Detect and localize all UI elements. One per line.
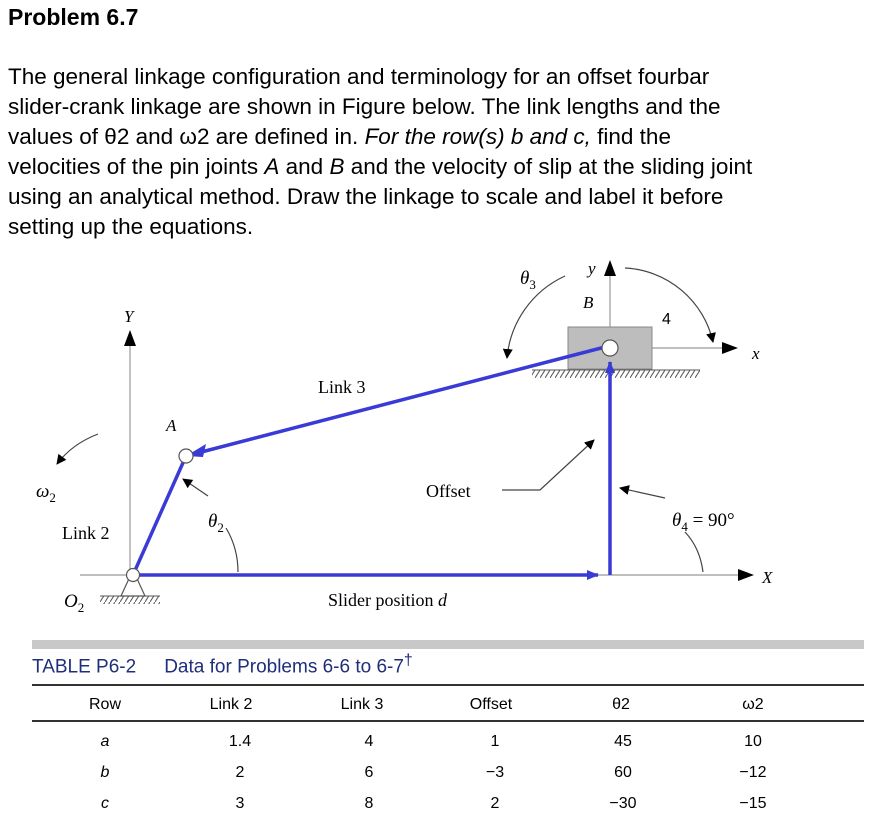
table-cell-c-link2: 3 [235,795,245,812]
table-cell-row-c: c [101,795,109,812]
global-y-arrow-icon [124,330,136,346]
problem-heading: Problem 6.7 [8,4,139,30]
table-header-link2: Link 2 [209,696,253,713]
table-cell-c-offset: 2 [490,795,500,812]
label-link2: Link 2 [62,523,110,543]
problem-line-1: The general linkage configuration and terminology for an offset fourbar [8,64,710,89]
label-y: y [588,259,596,278]
theta2-leader [183,479,208,496]
table-header-theta2: θ2 [612,696,630,713]
pin-o2 [127,569,140,582]
problem-line-4: velocities of the pin joints A and B and the velocity of slip at the sliding joint [8,154,753,179]
link-3 [186,347,605,456]
table-header-omega2: ω2 [742,696,764,713]
table-cell-a-offset: 1 [490,733,500,750]
table-cell-a-link2: 1.4 [228,733,252,750]
table-header-bottom-rule [32,720,864,722]
o2-ground-hatch [100,596,160,604]
label-omega2: $\omega_2$ [36,481,56,505]
label-B: B [583,293,594,312]
offset-leader [502,440,594,490]
problem-statement [8,62,880,242]
label-theta2: $\theta_2$ [208,511,224,535]
global-x-arrow-icon [738,569,754,581]
table-cell-c-omega2: −15 [739,795,767,812]
slider-ground-hatch [532,370,700,378]
label-slider-position: Slider position d [328,590,448,610]
local-x-arrow-icon [722,342,738,354]
table-cell-c-link3: 8 [364,795,374,812]
table-cell-b-omega2: −12 [739,764,767,781]
table-top-bar [32,640,864,649]
table-title: TABLE P6-2 Data for Problems 6-6 to 6-7† [32,652,413,678]
table-header-link3: Link 3 [340,696,384,713]
table-cell-row-b: b [100,764,110,781]
pin-a [179,449,193,463]
table-cell-b-theta2: 60 [614,764,632,781]
table-header-offset: Offset [469,696,513,713]
label-X: X [762,568,773,587]
table-cell-b-offset: −3 [485,764,505,781]
table-cell-a-omega2: 10 [744,733,762,750]
problem-line-5: using an analytical method. Draw the linkage to scale and label it before [8,184,724,209]
local-y-arrow-icon [604,260,616,276]
pin-b [602,340,618,356]
label-x: x [752,344,760,363]
theta2-arc [226,528,238,572]
label-Y: Y [124,307,134,326]
label-offset: Offset [426,481,471,501]
label-theta4: $\theta_4 = 90^\circ$ [672,510,735,534]
theta4-leader [620,488,665,498]
problem-line-6: setting up the equations. [8,214,254,239]
label-O2: $O_2$ [64,591,85,615]
problem-line-2: slider-crank linkage are shown in Figure below. The link lengths and the [8,94,721,119]
problem-line-3: values of θ2 and ω2 are defined in. For the row(s) b and c, find the [8,124,671,149]
table-cell-b-link2: 2 [235,764,245,781]
table-cell-a-theta2: 45 [614,733,632,750]
link-2 [133,456,186,575]
omega2-arc [57,434,98,464]
label-4: 4 [662,311,671,328]
linkage-figure [0,250,884,630]
table-header-top-rule [32,684,864,686]
label-theta3: $\theta_3$ [520,268,536,292]
theta4-arc [685,532,703,572]
table-cell-b-link3: 6 [364,764,374,781]
table-header-row: Row [88,696,121,713]
label-link3: Link 3 [318,377,366,397]
theta3-arc [507,276,565,358]
label-A: A [166,416,177,435]
table-cell-a-link3: 4 [364,733,374,750]
table-cell-c-theta2: −30 [609,795,637,812]
table-cell-row-a: a [100,733,110,750]
